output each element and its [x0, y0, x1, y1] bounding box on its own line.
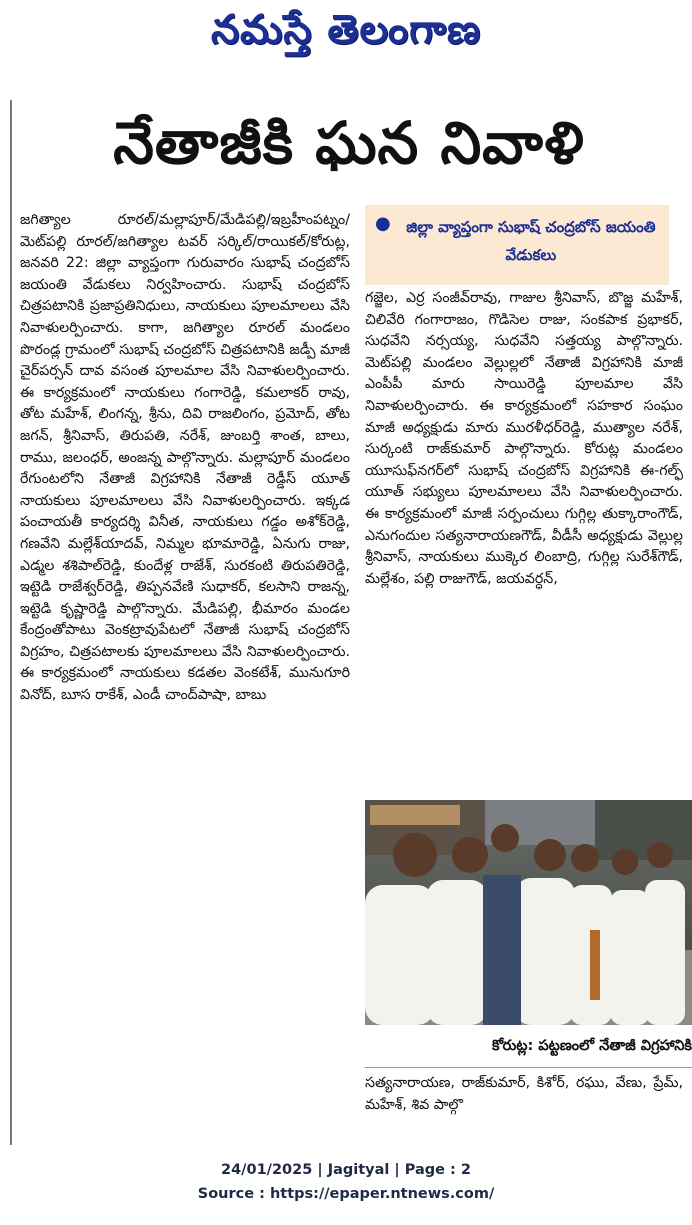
- article-left-column: [20, 210, 350, 707]
- article-right-text: గజ్జెల, ఎర్ర సంజీవ్‌రావు, గాజుల శ్రీనివాస్, బొజ్జ మహేశ్, చిలివేరి గంగారాజం, గొడిసెల రాజు, సంకపాక ప్రభాకర్, సుధవేని నర్సయ్య, సుధవేని సత్తయ్య పాల్గొన్నారు. మెట్‌పల్లి మండలం వెల్లుల్లలో నేతాజీ విగ్రహానికి మాజీ ఎంపీపీ మారు సాయిరెడ్డి పూలమాల వేసి నివాళులర్పించారు. ఈ కార్యక్రమంలో సహకార సంఘం మాజీ అధ్యక్షుడు మారు మురళీధర్‌రెడ్డి, ముత్యాల నరేశ్, సుర్కంటి రాజ్‌కుమార్ పాల్గొన్నారు. కోరుట్ల మండలం యూసుఫ్‌నగర్‌లో సుభాష్ చంద్రబోస్ విగ్రహానికి ఈ-గల్ఫ్ యూత్ సభ్యులు పూలమాలలు వేసి నివాళులర్పించారు. ఈ కార్యక్రమంలో మాజీ సర్పంచులు గుగ్గిల్ల తుక్కారాంగౌడ్, ఎనుగందుల సత్యనారాయణగౌడ్, వీడీసీ అధ్యక్షుడు వెల్లుల్ల శ్రీనివాస్, నాయకులు ముక్కెర లింబాద్రి, గుగ్గిల్ల సురేశ్‌గౌడ్, మల్లేశం, పల్లి రాజుగౌడ్, జయవర్ధన్,: [365, 290, 683, 587]
- article-right-bottom-text: సత్యనారాయణ, రాజ్‌కుమార్, కిశోర్, రఘు, వేణు, ప్రేమ్, మహేశ్, శివ పాల్గొ: [365, 1075, 683, 1113]
- footer: [0, 1158, 692, 1206]
- photo-people-garlanding-statue: [365, 800, 692, 1025]
- footer-source: Source : https://epaper.ntnews.com/: [197, 1186, 495, 1202]
- photo-caption: [365, 1028, 692, 1068]
- article-right-bottom: [365, 1073, 683, 1116]
- news-photo: [365, 800, 692, 1025]
- masthead-title: నమస్తే తెలంగాణ: [210, 7, 482, 53]
- headline: [14, 100, 684, 200]
- bullet-icon: ●: [375, 213, 391, 234]
- photo-caption-text: కోరుట్ల: పట్టణంలో నేతాజీ విగ్రహానికి: [492, 1038, 692, 1054]
- caption-rule: [365, 1067, 692, 1068]
- column-rule: [10, 100, 12, 1145]
- highlight-box: [365, 205, 669, 285]
- highlight-text: జిల్లా వ్యాప్తంగా సుభాష్ చంద్రబోస్ జయంతి వేడుకలు: [406, 218, 656, 264]
- article-left-text: జగిత్యాల రూరల్/మల్లాపూర్/మేడిపల్లి/ఇబ్రహీంపట్నం/మెట్‌పల్లి రూరల్/జగిత్యాల టవర్ సర్కిల్/రాయికల్/కోరుట్ల, జనవరి 22: జిల్లా వ్యాప్తంగా గురువారం సుభాష్ చంద్రబోస్ జయంతి వేడుకలు నిర్వహించారు. సుభాష్ చంద్రబోస్ చిత్రపటానికి ప్రజాప్రతినిధులు, నాయకులు పూలమాలలు వేసి నివాళులర్పించారు. కాగా, జగిత్యాల రూరల్ మండలం పొరండ్ల గ్రామంలో సుభాష్ చంద్రబోస్ చిత్రపటానికి జడ్పీ మాజీ చైర్‌పర్సన్ దావ వసంత పూలమాల వేసి నివాళులర్పించారు. ఈ కార్యక్రమంలో నాయకులు గంగారెడ్డి, కమలాకర్ రావు, తోట మహేశ్, లింగన్న, శ్రీను, దివి రాజలింగం, ప్రమోద్, తోట జగన్, శ్రీనివాస్, తిరుపతి, నరేశ్, జుంబర్తి శాంత, బాలు, రాము, జలంధర్, అంజన్న పాల్గొన్నారు. మల్లాపూర్ మండలం రేగుంటలోని నేతాజీ విగ్రహానికి నేతాజీ రెడ్డీస్ యూత్ నాయకులు పూలమాలలు వేసి నివాళులర్పించారు. ఇక్కడ పంచాయతీ కార్యదర్శి వినీత, నాయకులు గడ్డం అశోక్‌రెడ్డి, గణవేని మల్లేశ్‌యాదవ్, నిమ్మల భూమారెడ్డి, ఏనుగు రాజు, ఎడ్మల శశిపాల్‌రెడ్డి, కుందేళ్ల రాజేశ్, సురకంటి తిరుపతిరెడ్డి, ఇట్టెడి రాజేశ్వర్‌రెడ్డి, తిప్పనవేణి సుధాకర్, కలసాని రాజన్న, ఇట్టెడి కృష్ణారెడ్డి పాల్గొన్నారు. మేడిపల్లి, భీమారం మండల కేంద్రంతోపాటు వెంకట్రావుపేటలో నేతాజీ సుభాష్ చంద్రబోస్ విగ్రహం, చిత్రపటాలకు పూలమాలలు వేసి నివాళులర్పించారు. ఈ కార్యక్రమంలో నాయకులు కడతల వెంకటేశ్, మునుగూరి వినోద్, బూస రాకేశ్, ఎండీ చాంద్‌పాషా, బాబు: [20, 212, 350, 704]
- headline-text: నేతాజీకి ఘన నివాళి: [113, 108, 585, 177]
- footer-date-page: 24/01/2025 | Jagityal | Page : 2: [221, 1162, 471, 1178]
- masthead: [0, 0, 692, 70]
- article-right-column: [365, 288, 683, 590]
